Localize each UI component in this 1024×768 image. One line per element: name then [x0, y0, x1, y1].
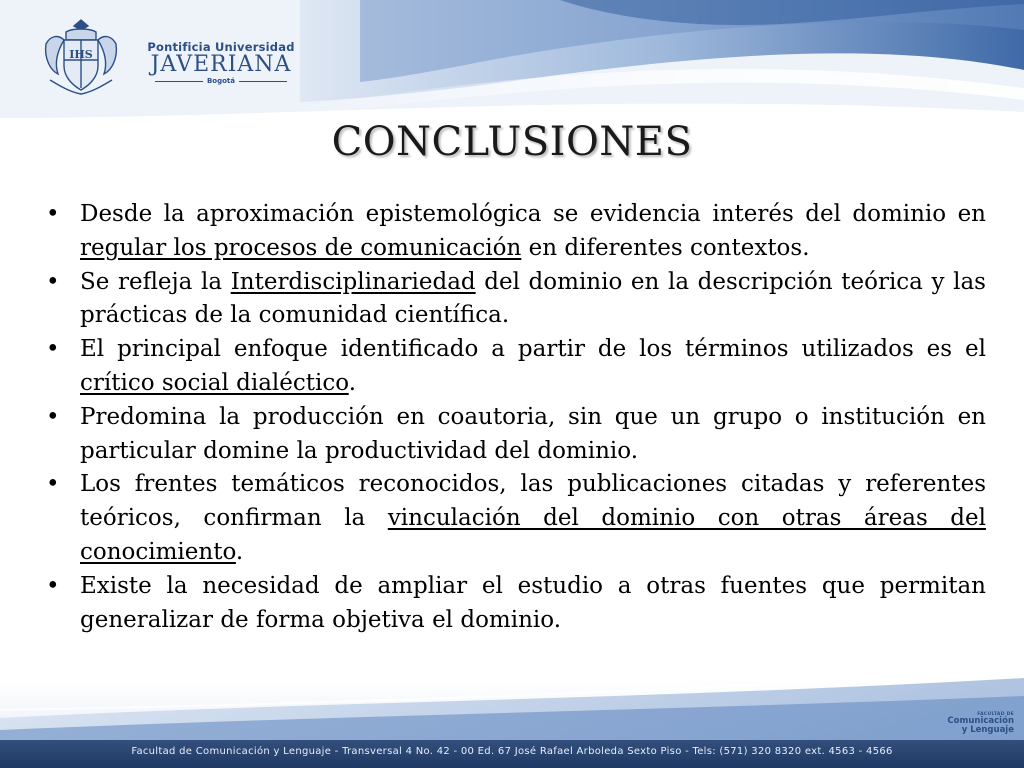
- logo-line-bogota: Bogotá: [206, 77, 236, 85]
- logo-city-row: [136, 77, 306, 85]
- university-logo: [36, 14, 306, 96]
- svg-text:IHS: IHS: [69, 48, 93, 61]
- bullet-text: Se refleja la: [80, 268, 231, 295]
- slide-title: CONCLUSIONES: [331, 119, 693, 165]
- bullet-text: Existe la necesidad de ampliar el estudio a otras fuentes que permitan generalizar de forma objetiva el dominio.: [80, 572, 986, 633]
- bullet-underlined-phrase: Interdisciplinariedad: [230, 268, 476, 295]
- conclusion-bullet: [44, 266, 986, 334]
- conclusions-list: [44, 198, 986, 637]
- footer-address: Facultad de Comunicación y Lenguaje - Transversal 4 No. 42 - 00 Ed. 67 José Rafael Arboleda Sexto Piso - Tels: (571) 320 8320 ext. 4563 - 4566: [131, 746, 893, 757]
- bullet-underlined-phrase: vinculación del dominio con otras áreas del conocimiento: [80, 505, 986, 565]
- logo-line-javeriana: JAVERIANA: [150, 52, 292, 77]
- bullet-text: del dominio en la descripción teórica y las prácticas de la comunidad científica.: [80, 268, 986, 329]
- bullet-underlined-phrase: regular los procesos de comunicación: [80, 234, 522, 261]
- bullet-text: .: [235, 538, 244, 565]
- conclusion-bullet: [44, 198, 986, 266]
- logo-rule-right: [239, 81, 287, 82]
- conclusion-bullet: [44, 570, 986, 638]
- faculty-logo-prefix: FACULTAD DE: [977, 712, 1014, 717]
- faculty-logo-name-line1: Comunicación: [947, 716, 1014, 726]
- logo-rule-left: [155, 81, 203, 82]
- footer-swoosh-decoration: [0, 660, 1024, 740]
- conclusion-bullet: [44, 468, 986, 569]
- faculty-logo-name-line2: y Lenguaje: [961, 725, 1014, 735]
- bullet-text: Predomina la producción en coautoria, sin que un grupo o institución en particular domine la productividad del dominio.: [80, 403, 986, 464]
- faculty-logo: [936, 708, 1016, 740]
- logo-line-pontificia: Pontificia Universidad: [147, 40, 295, 54]
- faculty-wordmark: [936, 712, 1014, 740]
- bullet-underlined-phrase: crítico social dialéctico: [80, 369, 349, 396]
- conclusion-bullet: [44, 333, 986, 401]
- bullet-text: Desde la aproximación epistemológica se evidencia interés del dominio en: [80, 201, 986, 227]
- university-crest-icon: [36, 14, 126, 96]
- conclusion-bullet: [44, 401, 986, 469]
- bullet-text: Los frentes temáticos reconocidos, las publicaciones citadas y referentes teóricos, confirman la: [80, 471, 986, 532]
- bullet-text: en diferentes contextos.: [521, 234, 810, 261]
- university-wordmark: [136, 40, 306, 85]
- bullet-text: .: [348, 369, 357, 396]
- bullet-text: El principal enfoque identificado a partir de los términos utilizados es el: [80, 336, 986, 363]
